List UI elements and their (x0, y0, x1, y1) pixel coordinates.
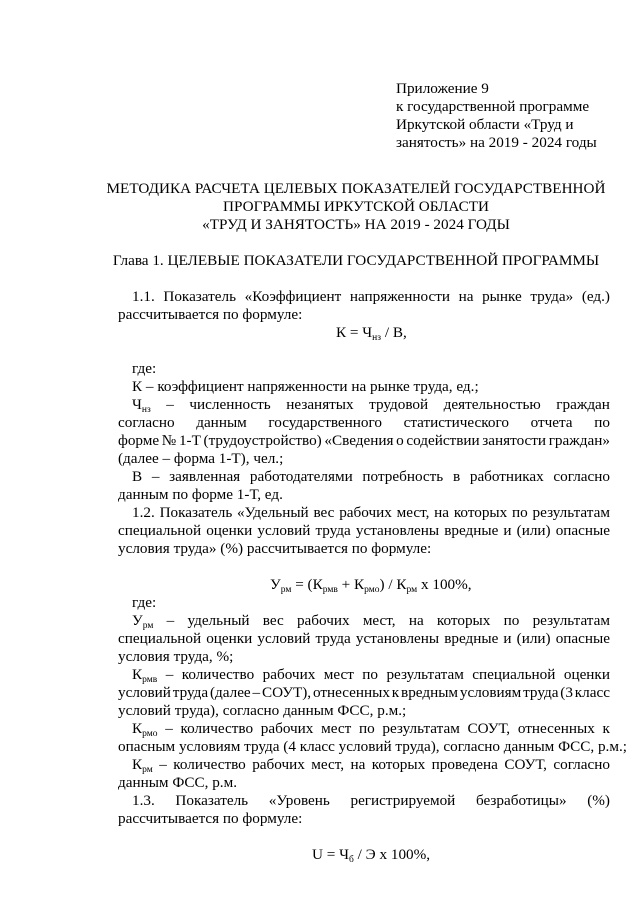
word: занятости (482, 432, 547, 449)
b-def-line-1 (132, 468, 610, 486)
word: трудовой (369, 396, 429, 413)
word: оценки (563, 666, 610, 683)
word: и (503, 522, 512, 539)
word: (3 (560, 684, 573, 701)
word: мест (323, 666, 354, 683)
kv-symbol: $К_{рмв}$ (132, 666, 158, 685)
word: – (252, 684, 261, 701)
word: проведена (431, 756, 498, 773)
word: труда (315, 630, 351, 647)
word: заявленная (169, 468, 241, 485)
s11-line-2: рассчитывается по формуле: (118, 306, 303, 323)
word: труда (523, 684, 559, 701)
word: рабочих (296, 612, 350, 629)
word: установлены (355, 522, 440, 539)
word: граждан (556, 396, 610, 413)
word: на (350, 756, 366, 773)
word: СОУТ), (261, 684, 312, 701)
word: 1.1. (132, 288, 155, 305)
word: Показатель (163, 288, 237, 305)
word: В (132, 468, 143, 485)
word: количество (180, 720, 254, 737)
u-def-line-3: условия труда, %; (118, 648, 234, 665)
ko-def-line-1 (132, 720, 610, 738)
word: Показатель (159, 504, 233, 521)
appendix-line-2: к государственной программе (396, 98, 590, 115)
kv-def-line-3: условий труда), согласно данным ФСС, р.м.; (118, 702, 407, 719)
ko-def-line-2: опасным условиям труда (4 класс условий труда), согласно данным ФСС, р.м.; (118, 738, 627, 755)
word: вредным (401, 684, 459, 701)
word: которых (371, 756, 426, 773)
word: мест, (396, 504, 430, 521)
word: отнесенных (517, 720, 595, 737)
word: результатам (382, 720, 460, 737)
word: 1-Т (178, 432, 201, 449)
word: по (358, 720, 375, 737)
word: численность (189, 396, 271, 413)
appendix-line-4: занятость» на 2019 - 2024 годы (396, 134, 597, 151)
b-def-line-2: данным по форме 1-Т, ед. (118, 486, 283, 503)
formula-k: $К = Ч_{нз} / В$, (336, 324, 407, 343)
word: специальной (472, 666, 556, 683)
word: деятельностью (443, 396, 541, 413)
word: данным (196, 414, 247, 431)
word: опасные (555, 522, 610, 539)
formula-unemployment: $U = Ч_б / Э$ х 100%, (312, 846, 431, 865)
word: по (362, 666, 379, 683)
word: (или) (516, 522, 551, 539)
word: вес (313, 504, 335, 521)
word: – (166, 612, 175, 629)
appendix-line-3: Иркутской области «Труд и (396, 116, 574, 133)
word: количество (181, 666, 255, 683)
u-def-line-2 (118, 630, 610, 648)
word: и (503, 630, 512, 647)
chapter-heading: Глава 1. ЦЕЛЕВЫЕ ПОКАЗАТЕЛИ ГОСУДАРСТВЕННОЙ ПРОГРАММЫ (112, 252, 600, 269)
word: согласно (553, 756, 610, 773)
word: содействии (406, 432, 480, 449)
word: СОУТ, (504, 756, 547, 773)
word: рабочих (260, 720, 314, 737)
word: 1.3. (132, 792, 155, 809)
kr-def-line-2: данным ФСС, р.м. (118, 774, 237, 791)
word: Показатель (175, 792, 249, 809)
word: к (602, 720, 610, 737)
word: – (159, 756, 167, 773)
word: (или) (516, 630, 551, 647)
word: по (594, 414, 610, 431)
word: труда» (530, 288, 574, 305)
word: на (434, 504, 450, 521)
word: на (408, 612, 424, 629)
word: рынке (482, 288, 522, 305)
word: в (452, 468, 461, 485)
kv-def-line-1 (132, 666, 610, 684)
word: граждан» (548, 432, 610, 449)
word: вредные (444, 522, 499, 539)
s13-line-2: рассчитывается по формуле: (118, 810, 303, 827)
word: «Удельный (237, 504, 309, 521)
word: мест, (362, 612, 396, 629)
word: специальной (118, 522, 202, 539)
s12-line-2 (118, 522, 610, 540)
word: рабочих (339, 504, 392, 521)
word: результатам (386, 666, 464, 683)
word: работниках (469, 468, 544, 485)
word: – (165, 720, 173, 737)
kr-def-line-1 (132, 756, 610, 774)
word: отчета (530, 414, 573, 431)
word: которых (436, 612, 491, 629)
title-line-3: «ТРУД И ЗАНЯТОСТЬ» НА 2019 - 2024 ГОДЫ (202, 216, 510, 233)
word: установлены (355, 630, 440, 647)
word: работодателями (249, 468, 353, 485)
where-label-1: где: (132, 360, 157, 377)
word: опасные (555, 630, 610, 647)
word: форме (118, 432, 160, 449)
word: напряженности (349, 288, 451, 305)
word: оценки (206, 522, 253, 539)
word: мест (321, 720, 352, 737)
word: результатам (532, 612, 610, 629)
word: безработицы» (475, 792, 567, 809)
word: (далее (209, 684, 251, 701)
word: которых (453, 504, 508, 521)
word: вес (262, 612, 284, 629)
s13-line-1 (132, 792, 610, 810)
word: труда (172, 684, 209, 701)
word: условий (257, 630, 311, 647)
k-definition: К – коэффициент напряженности на рынке труда, ед.; (132, 378, 479, 395)
kv-def-line-2 (118, 684, 610, 702)
s12-line-1 (132, 504, 610, 522)
word: согласно (553, 468, 610, 485)
word: незанятых (286, 396, 354, 413)
u-def-line-1 (132, 612, 610, 630)
kr-symbol: $К_{рм}$ (132, 756, 153, 775)
word: результатам (532, 504, 610, 521)
word: условий (257, 522, 311, 539)
word: класс (574, 684, 610, 701)
word: «Сведения (324, 432, 394, 449)
s11-line-1 (132, 288, 610, 306)
word: рабочих (262, 666, 316, 683)
word: № (161, 432, 177, 449)
word: «Уровень (268, 792, 330, 809)
ch-def-line-4: (далее – форма 1-Т), чел.; (118, 450, 284, 467)
where-label-2: где: (132, 594, 157, 611)
word: по (503, 612, 520, 629)
word: потребность (362, 468, 444, 485)
word: государственного (268, 414, 382, 431)
word: к (391, 684, 400, 701)
word: удельный (187, 612, 250, 629)
word: СОУТ, (467, 720, 511, 737)
word: о (396, 432, 404, 449)
s12-line-3: условия труда» (%) рассчитывается по формуле: (118, 540, 432, 557)
word: условий (118, 684, 171, 701)
u-symbol: $У_{рм}$ (132, 612, 154, 631)
word: статистического (403, 414, 509, 431)
word: количество (173, 756, 246, 773)
word: (трудоустройство) (203, 432, 322, 449)
ch-def-line-1 (132, 396, 610, 414)
word: 1.2. (132, 504, 155, 521)
formula-u: $У_{рм} = (К_{рмв} + К_{рмо}) / К_{рм}$ х 100%, (270, 576, 472, 595)
ch-def-line-3 (118, 432, 610, 450)
word: регистрируемой (350, 792, 456, 809)
title-line-2: ПРОГРАММЫ ИРКУТСКОЙ ОБЛАСТИ (223, 198, 489, 215)
word: «Коэффициент (244, 288, 342, 305)
word: – (151, 468, 160, 485)
ch-def-line-2 (118, 414, 610, 432)
ko-symbol: $К_{рмо}$ (132, 720, 158, 739)
word: – (165, 666, 174, 683)
word: специальной (118, 630, 202, 647)
word: отнесенных (312, 684, 390, 701)
word: на (458, 288, 474, 305)
word: труда (315, 522, 351, 539)
word: оценки (206, 630, 253, 647)
word: вредные (444, 630, 499, 647)
word: рабочих (252, 756, 305, 773)
ch-symbol: $Ч_{нз}$ (132, 396, 151, 415)
word: согласно (118, 414, 175, 431)
word: – (166, 396, 174, 413)
word: условиям (459, 684, 522, 701)
word: по (512, 504, 528, 521)
title-line-1: МЕТОДИКА РАСЧЕТА ЦЕЛЕВЫХ ПОКАЗАТЕЛЕЙ ГОСУДАРСТВЕННОЙ (106, 180, 606, 197)
word: мест, (311, 756, 345, 773)
word: (%) (587, 792, 610, 809)
appendix-line-1: Приложение 9 (396, 80, 489, 97)
word: (ед.) (581, 288, 610, 305)
